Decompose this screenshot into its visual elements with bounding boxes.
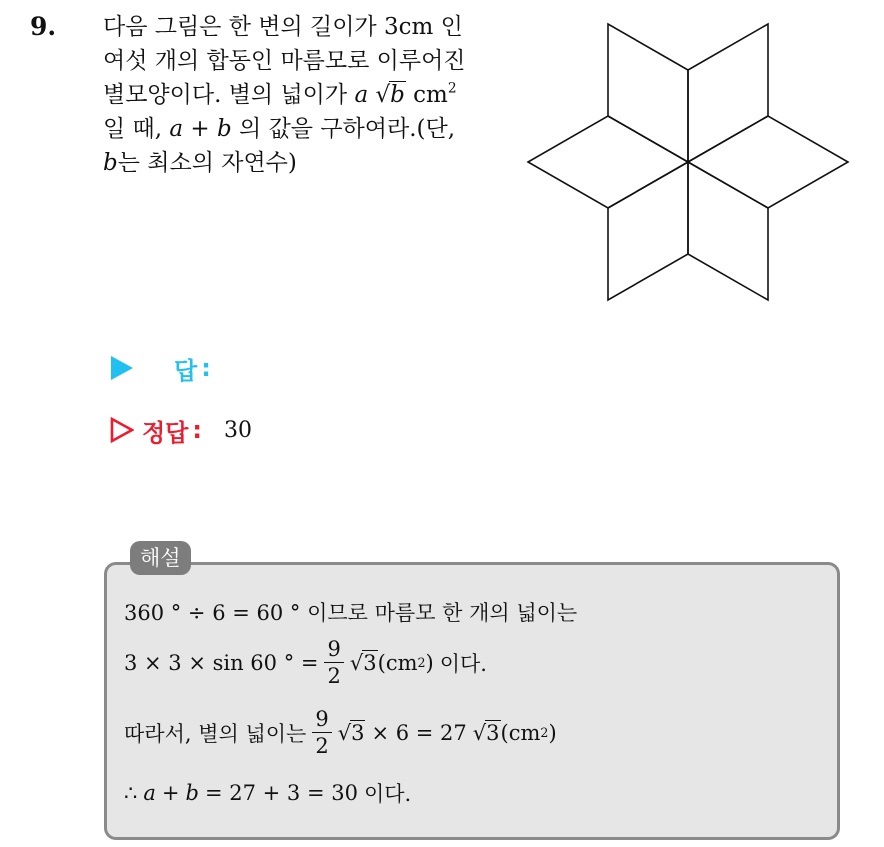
line5-variable-b: b: [103, 150, 118, 176]
question-number: 9.: [30, 12, 57, 41]
radical-sign: √: [472, 720, 487, 745]
hexagram-rhombus-star-icon: [520, 12, 860, 312]
rhombus-bottom-right: [688, 162, 768, 300]
rhombus-bottom-left: [608, 162, 688, 300]
solution-line-4-suffix: 이다.: [363, 782, 412, 806]
question-text: [103, 10, 513, 180]
fraction-nine-halves: [312, 706, 331, 759]
expr-b: b: [217, 116, 232, 142]
question-line-5-text: 는 최소의 자연수): [117, 150, 297, 176]
unit-cm: cm: [413, 82, 448, 108]
solution-line-1: 360 ° ÷ 6 = 60 ° 이므로 마름모 한 개의 넓이는: [124, 601, 578, 625]
fraction-denominator: 2: [327, 664, 341, 688]
fraction-numerator: 9: [324, 636, 343, 663]
expr-plus: +: [190, 116, 210, 142]
radicand: 3: [486, 720, 500, 745]
rhombus-top-left: [608, 24, 688, 162]
rhombus-left: [528, 116, 688, 208]
sqrt-3: [338, 721, 366, 745]
radicand: 3: [363, 650, 377, 675]
question-line-2: 여섯 개의 합동인 마름모로 이루어진: [103, 48, 466, 74]
solution-line-2-suffix: 이다.: [439, 651, 487, 676]
variable-a: a: [143, 781, 156, 805]
sqrt-3-second: [473, 721, 501, 745]
solution-line-2: 3 × 3 × sin 60 ° = $\frac{9}{2}$ √3 (cm 2 ) 이다.: [124, 637, 487, 688]
therefore-symbol: ∴: [124, 781, 138, 805]
answer-row: [110, 352, 211, 384]
sqrt-3: [350, 651, 378, 675]
unit-close: ): [548, 720, 557, 745]
solution-line-3-prefix: 따라서, 별의 넓이는: [124, 721, 307, 746]
fraction-nine-halves: [324, 636, 343, 689]
plus-sign: +: [161, 781, 180, 805]
unit-open: (cm: [377, 650, 418, 675]
radical-sign: √: [337, 720, 352, 745]
correct-answer-colon: :: [192, 416, 202, 444]
solution-line-3-mid: × 6 = 27: [371, 720, 467, 745]
question-line-5: [103, 146, 513, 180]
fraction-numerator: 9: [312, 706, 331, 733]
radicand: 3: [351, 720, 365, 745]
unit-close: ): [425, 650, 434, 675]
solution-line-4-rest: = 27 + 3 = 30: [204, 781, 358, 805]
radical-sign: √: [375, 82, 391, 108]
rhombus-top-right: [688, 24, 768, 162]
question-line-1: 다음 그림은 한 변의 길이가 3cm 인: [103, 14, 463, 40]
variable-b: b: [185, 781, 199, 805]
question-line-4-suffix: 의 값을 구하여라.(단,: [239, 116, 456, 142]
solution-line-4: [124, 778, 411, 808]
correct-answer-row: [110, 414, 252, 446]
correct-answer-label: 정답: [142, 418, 189, 447]
question-line-4-prefix: 일 때,: [103, 116, 163, 142]
correct-answer-value: 30: [223, 417, 252, 443]
outline-arrow-icon: [110, 417, 134, 443]
solution-line-2-lhs: 3 × 3 × sin 60 ° =: [124, 650, 319, 675]
rhombus-right: [688, 116, 848, 208]
answer-colon: :: [201, 354, 211, 382]
radical-sign: √: [349, 650, 364, 675]
solution-line-3: 따라서, 별의 넓이는 $\frac{9}{2}$ √3 × 6 = 27 √3 (cm 2 ): [124, 707, 557, 758]
question-line-3-prefix: 별모양이다. 별의 넓이가: [103, 82, 348, 108]
play-arrow-icon: [110, 355, 134, 381]
answer-label: 답: [174, 356, 198, 385]
sqrt-b: [375, 82, 405, 108]
question-line-4: [103, 112, 513, 146]
question-line-3: [103, 78, 513, 112]
variable-b: b: [390, 82, 405, 108]
variable-a: a: [354, 82, 369, 108]
expr-a: a: [169, 116, 184, 142]
unit-exponent: 2: [447, 80, 457, 97]
unit-open: (cm: [500, 720, 541, 745]
fraction-denominator: 2: [315, 734, 329, 758]
solution-tab: 해설: [130, 541, 191, 575]
